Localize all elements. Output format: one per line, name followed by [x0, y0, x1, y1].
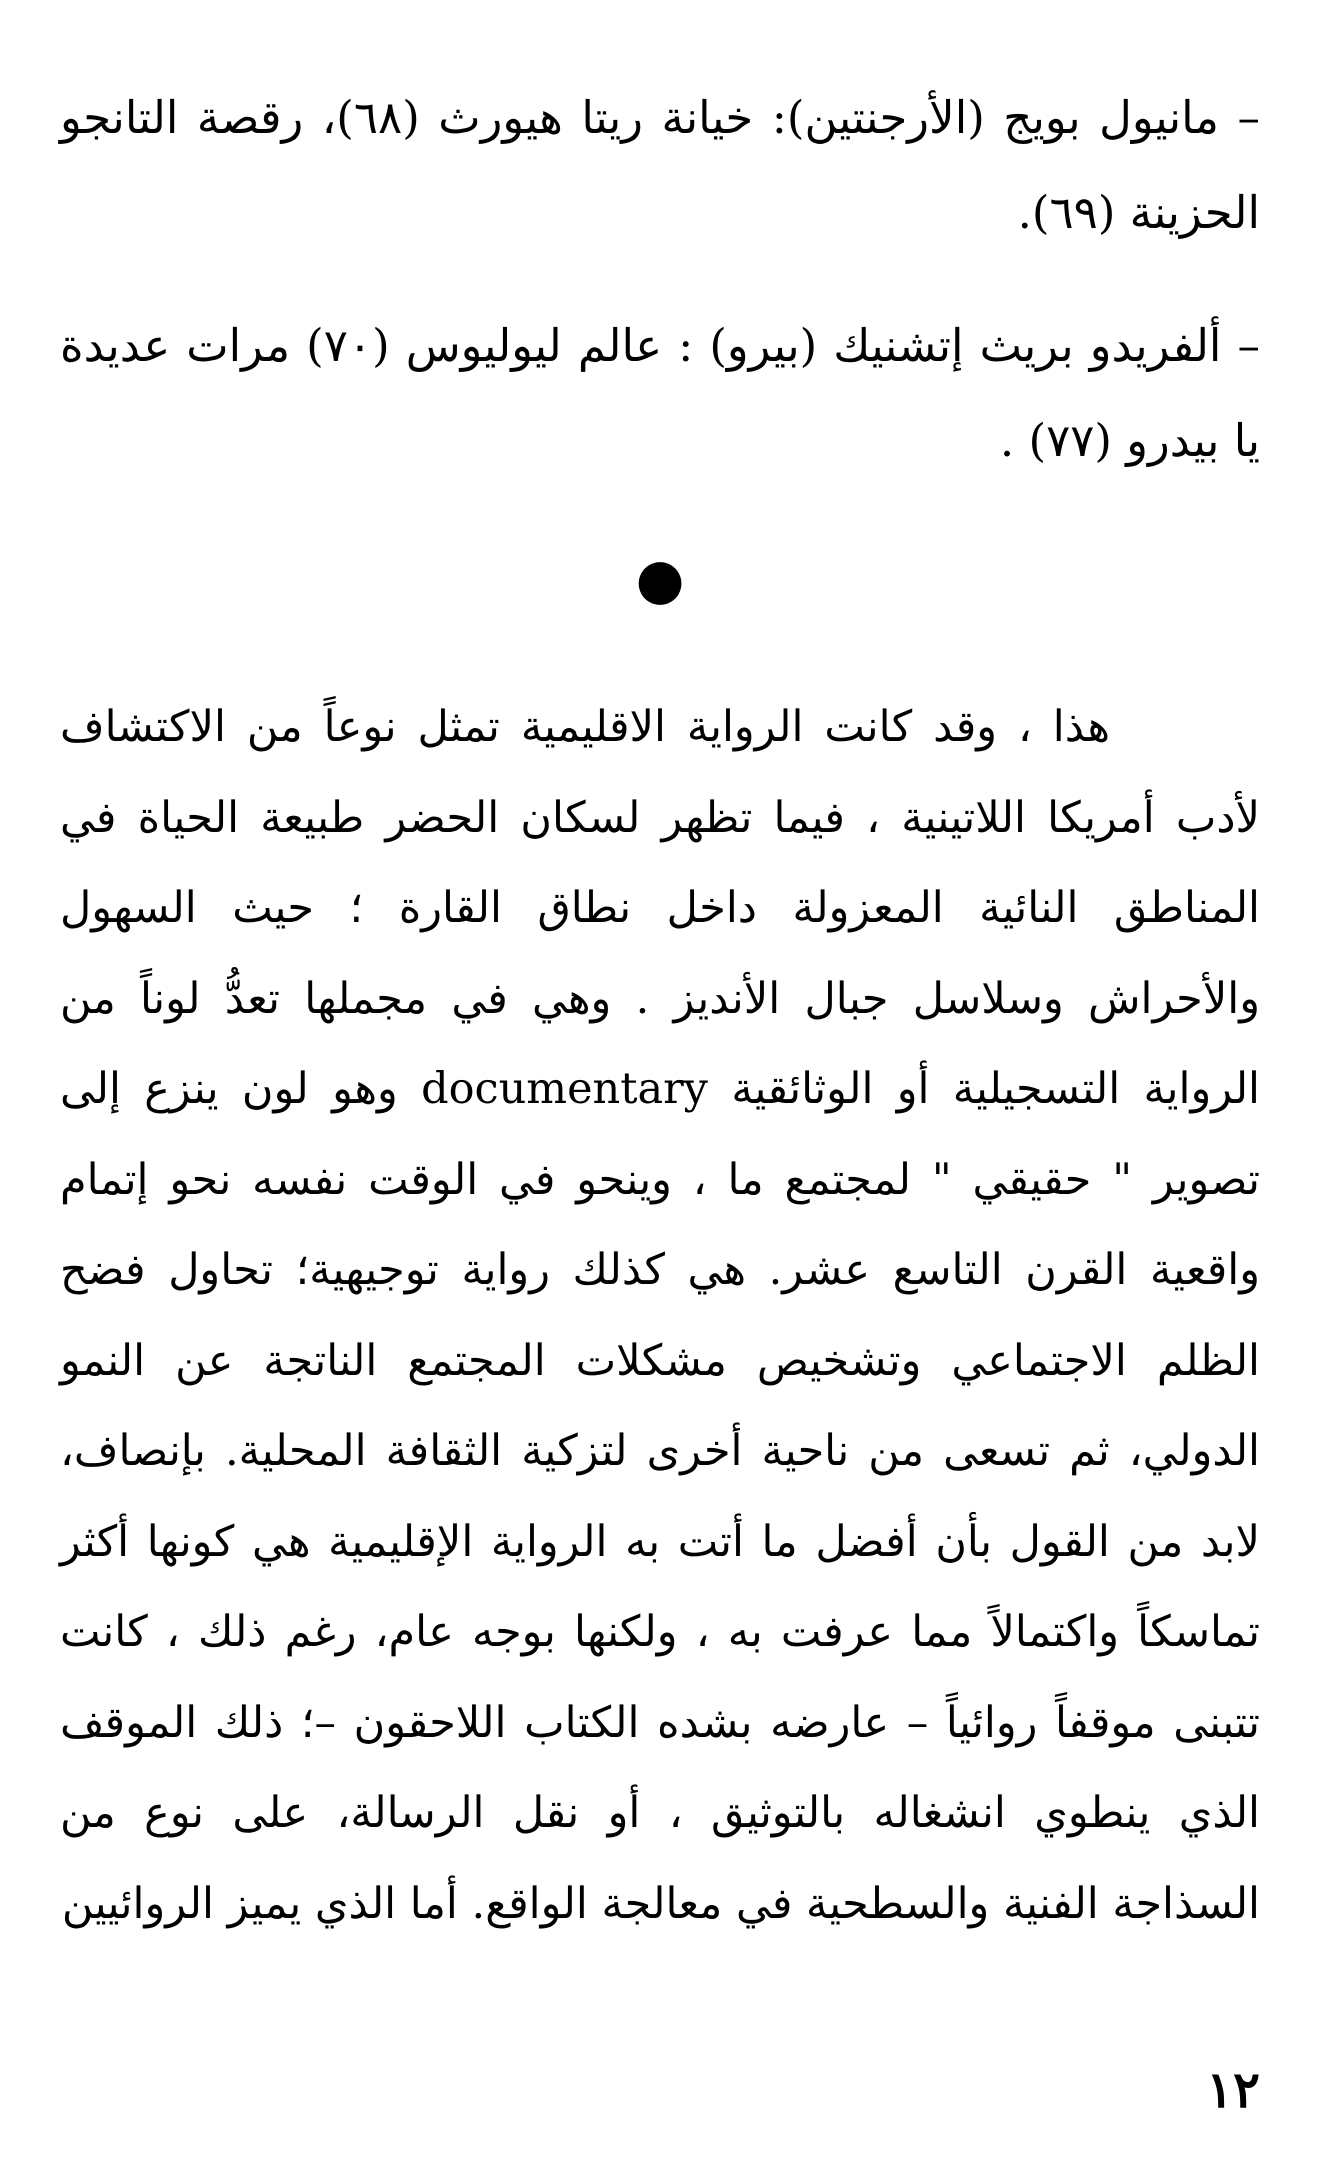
- list-entry-puig: – مانيول بويج (الأرجنتين): خيانة ريتا هيورث (٦٨)، رقصة التانجو الحزينة (٦٩).: [60, 91, 1261, 239]
- page-number: ١٢: [1206, 2060, 1260, 2119]
- book-page: [60, 70, 1260, 2150]
- bullet-separator: ●: [635, 547, 685, 612]
- list-entry-bryce-echenique: – ألفريدو بريث إتشنيك (بيرو) : عالم ليوليوس (٧٠) مرات عديدة يا بيدرو (٧٧) .: [60, 319, 1261, 467]
- body-paragraph: هذا ، وقد كانت الرواية الاقليمية تمثل نوعاً من الاكتشاف لأدب أمريكا اللاتينية ، فيما تظهر لسكان الحضر طبيعة الحياة في المناطق النائية المعزولة داخل نطاق القارة ؛ حيث السهول والأحراش وسلاسل جبال الأنديز . وهي في مجملها تعدُّ لوناً من الرواية التسجيلية أو الوثائقية documentary وهو لون ينزع إلى تصوير " حقيقي " لمجتمع ما ، وينحو في الوقت نفسه نحو إتمام واقعية القرن التاسع عشر. هي كذلك رواية توجيهية؛ تحاول فضح الظلم الاجتماعي وتشخيص مشكلات المجتمع الناتجة عن النمو الدولي، ثم تسعى من ناحية أخرى لتزكية الثقافة المحلية. بإنصاف، لابد من القول بأن أفضل ما أتت به الرواية الإقليمية هي كونها أكثر تماسكاً واكتمالاً مما عرفت به ، ولكنها بوجه عام، رغم ذلك ، كانت تتبنى موقفاً روائياً – عارضه بشده الكتاب اللاحقون –؛ ذلك الموقف الذي ينطوي انشغاله بالتوثيق ، أو نقل الرسالة، على نوع من السذاجة الفنية والسطحية في معالجة الواقع. أما الذي يميز الروائيين: [60, 702, 1261, 1929]
